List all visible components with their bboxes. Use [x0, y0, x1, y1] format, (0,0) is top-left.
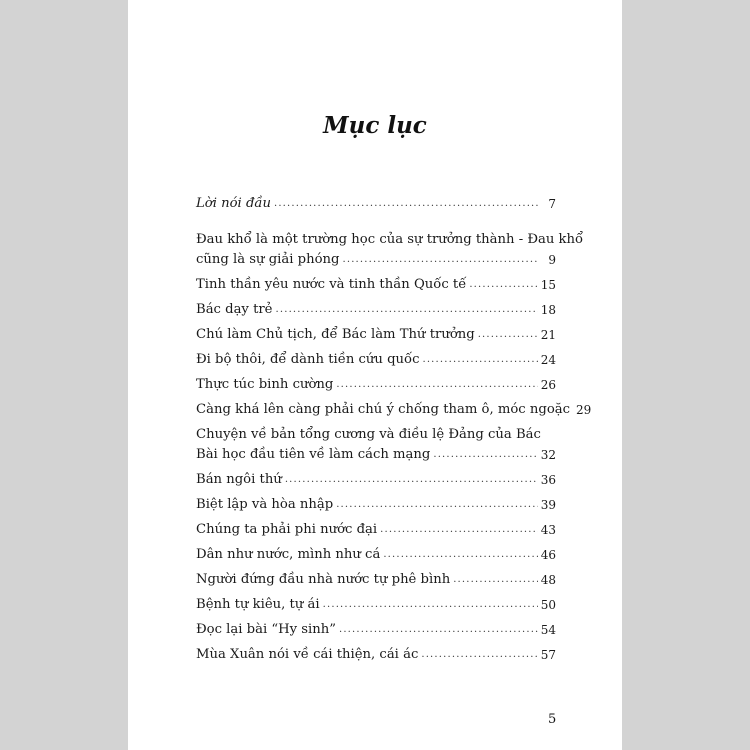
toc-entry [196, 230, 584, 270]
toc-entry-title: Chú làm Chủ tịch, để Bác làm Thứ trưởng [196, 327, 475, 342]
toc-entry-page: 57 [540, 648, 556, 662]
toc-leader [276, 300, 538, 320]
toc-leader [453, 570, 538, 590]
toc-entry-title: Chúng ta phải phi nước đại [196, 522, 378, 537]
book-page [128, 0, 622, 750]
toc-leader [433, 445, 537, 465]
toc-entry [196, 300, 556, 320]
toc-entry-title: Người đứng đầu nhà nước tự phê bình [196, 572, 451, 587]
toc-entry [196, 645, 556, 665]
table-of-contents [196, 194, 592, 670]
toc-entry-page: 48 [540, 573, 556, 587]
toc-entry-page: 21 [540, 328, 556, 342]
toc-leader [422, 350, 537, 370]
toc-entry-page: 39 [540, 498, 556, 512]
toc-entry-page: 9 [548, 253, 556, 267]
toc-entry [196, 400, 592, 420]
toc-leader [478, 325, 538, 345]
toc-entry [196, 595, 556, 615]
toc-entry [196, 620, 556, 640]
toc-entry-title: Đọc lại bài “Hy sinh” [196, 622, 336, 637]
toc-entry-title: Thực túc binh cường [196, 377, 334, 392]
toc-entry-page: 26 [540, 378, 556, 392]
toc-entry [196, 520, 556, 540]
toc-entry-title: Tinh thần yêu nước và tinh thần Quốc tế [196, 277, 467, 292]
toc-entry [196, 375, 556, 395]
toc-entry [196, 470, 556, 490]
toc-entry-page: 50 [540, 598, 556, 612]
toc-entry-title: Mùa Xuân nói về cái thiện, cái ác [196, 647, 419, 662]
toc-leader [421, 645, 537, 665]
toc-entry [196, 495, 556, 515]
toc-entry-title: Bệnh tự kiêu, tự ái [196, 597, 320, 612]
toc-entry-title: Chuyện về bản tổng cương và điều lệ Đảng của Bác [196, 427, 541, 442]
toc-entry-page: 15 [540, 278, 556, 292]
page-number: 5 [548, 712, 557, 727]
page-title: Mục lục [323, 112, 427, 139]
toc-entry-title-cont: cũng là sự giải phóng [196, 252, 340, 267]
toc-entry [196, 194, 556, 214]
toc-entry [196, 275, 556, 295]
toc-leader [469, 275, 537, 295]
toc-leader [274, 194, 539, 214]
toc-entry-title: Đi bộ thôi, để dành tiền cứu quốc [196, 352, 420, 367]
toc-entry-page: 36 [540, 473, 556, 487]
toc-leader [383, 545, 537, 565]
toc-entry-title: Biệt lập và hòa nhập [196, 497, 334, 512]
toc-entry-page: 32 [540, 448, 556, 462]
toc-entry [196, 545, 556, 565]
toc-entry-title: Đau khổ là một trường học của sự trưởng thành - Đau khổ [196, 232, 584, 247]
toc-leader [285, 470, 538, 490]
toc-leader [336, 495, 538, 515]
toc-entry-title: Bác dạy trẻ [196, 302, 273, 317]
toc-entry [196, 570, 556, 590]
toc-entry [196, 350, 556, 370]
toc-leader [323, 595, 538, 615]
toc-entry-title: Dân như nước, mình như cá [196, 547, 381, 562]
toc-entry [196, 325, 556, 345]
toc-leader [342, 250, 539, 270]
toc-entry-title-cont: Bài học đầu tiên về làm cách mạng [196, 447, 431, 462]
toc-entry-page: 54 [540, 623, 556, 637]
toc-entry-page: 43 [540, 523, 556, 537]
toc-entry-page: 24 [540, 353, 556, 367]
toc-entry-title: Lời nói đầu [196, 196, 271, 211]
toc-leader [380, 520, 538, 540]
toc-entry-title: Bán ngôi thứ [196, 472, 282, 487]
toc-leader [336, 375, 537, 395]
toc-entry-page: 7 [548, 197, 556, 211]
toc-entry-page: 29 [576, 403, 592, 417]
toc-leader [339, 620, 538, 640]
toc-entry-page: 46 [540, 548, 556, 562]
toc-entry-page: 18 [540, 303, 556, 317]
toc-entry [196, 425, 556, 465]
toc-entry-title: Càng khá lên càng phải chú ý chống tham ô, móc ngoặc [196, 402, 571, 417]
